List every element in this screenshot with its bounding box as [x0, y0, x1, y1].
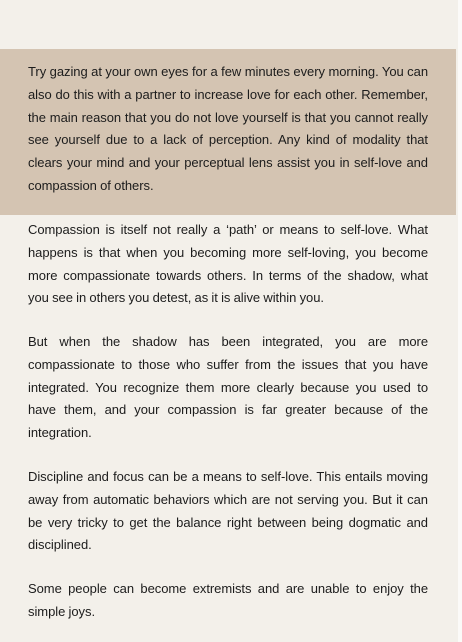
body-paragraph-compassion: Compassion is itself not really a ‘path’ or means to self-love. What happens is that when you becoming more self-loving, you become more compassionate towards others. In terms of the shadow, what you see in others you detest, as it is alive within you.	[28, 222, 428, 306]
body-paragraph-shadow: But when the shadow has been integrated, you are more compassionate to those who suffer from the issues that you have integrated. You recognize them more clearly because you used to have them, and your compassion is far greater because of the integration.	[28, 334, 428, 441]
body-paragraph-extremists: Some people can become extremists and are unable to enjoy the simple joys.	[28, 581, 428, 619]
body-paragraph-discipline: Discipline and focus can be a means to self-love. This entails moving away from automatic behaviors which are not serving you. But it can be very tricky to get the balance right between being dogmatic and disciplined.	[28, 469, 428, 553]
highlight-paragraph: Try gazing at your own eyes for a few minutes every morning. You can also do this with a partner to increase love for each other. Remember, the main reason that you do not love yourself is that you cannot really see yourself due to a lack of perception. Any kind of modality that clears your mind and your perceptual lens assist you in self-love and compassion of others.	[28, 64, 428, 193]
page-edge	[458, 0, 462, 642]
